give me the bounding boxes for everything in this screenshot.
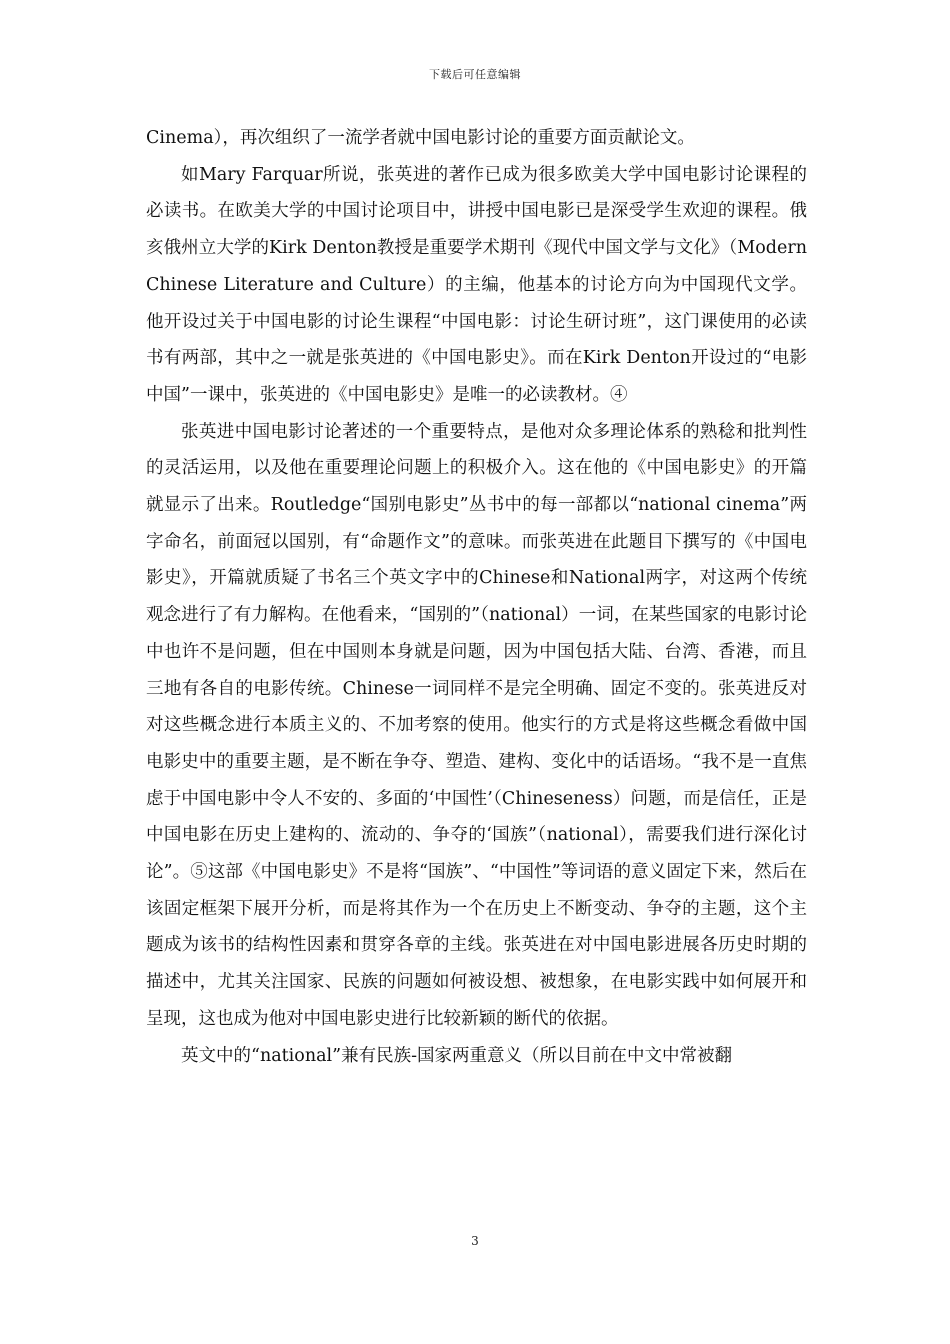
paragraph-national: 英文中的“national”兼有民族-国家两重意义（所以目前在中文中常被翻 (181, 1045, 732, 1066)
paragraph-farquar: 如Mary Farquar所说，张英进的著作已成为很多欧美大学中国电影讨论课程的必读书。在欧美大学的中国讨论项目中，讲授中国电影已是深受学生欢迎的课程。俄亥俄州立大学的Kirk Denton教授是重要学术期刊《现代中国文学与文化》（Modern Chinese Literature and Culture）的主编，他基本的讨论方向为中国现代文学。他开设过关于中国电影的讨论生课程“中国电影：讨论生研讨班”，这门课使用的必读书有两部，其中之一就是张英进的《中国电影史》。而在Kirk Denton开设过的“电影中国”一课中，张英进的《中国电影史》是唯一的必读教材。④ (146, 164, 807, 405)
document-body (146, 120, 807, 1074)
page-header: 下载后可任意编辑 (429, 68, 521, 81)
page-number: 3 (471, 1234, 479, 1248)
paragraph-theory: 张英进中国电影讨论著述的一个重要特点，是他对众多理论体系的熟稔和批判性的灵活运用，以及他在重要理论问题上的积极介入。这在他的《中国电影史》的开篇就显示了出来。Routledge“国别电影史”丛书中的每一部都以“national cinema”两字命名，前面冠以国别，有“命题作文”的意味。而张英进在此题目下撰写的《中国电影史》，开篇就质疑了书名三个英文字中的Chinese和National两字，对这两个传统观念进行了有力解构。在他看来，“国别的”（national）一词，在某些国家的电影讨论中也许不是问题，但在中国则本身就是问题，因为中国包括大陆、台湾、香港，而且三地有各自的电影传统。Chinese一词同样不是完全明确、固定不变的。张英进反对对这些概念进行本质主义的、不加考察的使用。他实行的方式是将这些概念看做中国电影史中的重要主题，是不断在争夺、塑造、建构、变化中的话语场。“我不是一直焦虑于中国电影中令人不安的、多面的‘中国性’（Chineseness）问题，而是信任，正是中国电影在历史上建构的、流动的、争夺的‘国族”（national），需要我们进行深化讨论”。⑤这部《中国电影史》不是将“国族”、“中国性”等词语的意义固定下来，然后在该固定框架下展开分析，而是将其作为一个在历史上不断变动、争夺的主题，这个主题成为该书的结构性因素和贯穿各章的主线。张英进在对中国电影进展各历史时期的描述中，尤其关注国家、民族的问题如何被设想、被想象，在电影实践中如何展开和呈现，这也成为他对中国电影史进行比较新颖的断代的依据。 (146, 421, 807, 1029)
paragraph-continuation: Cinema），再次组织了一流学者就中国电影讨论的重要方面贡献论文。 (146, 128, 695, 148)
